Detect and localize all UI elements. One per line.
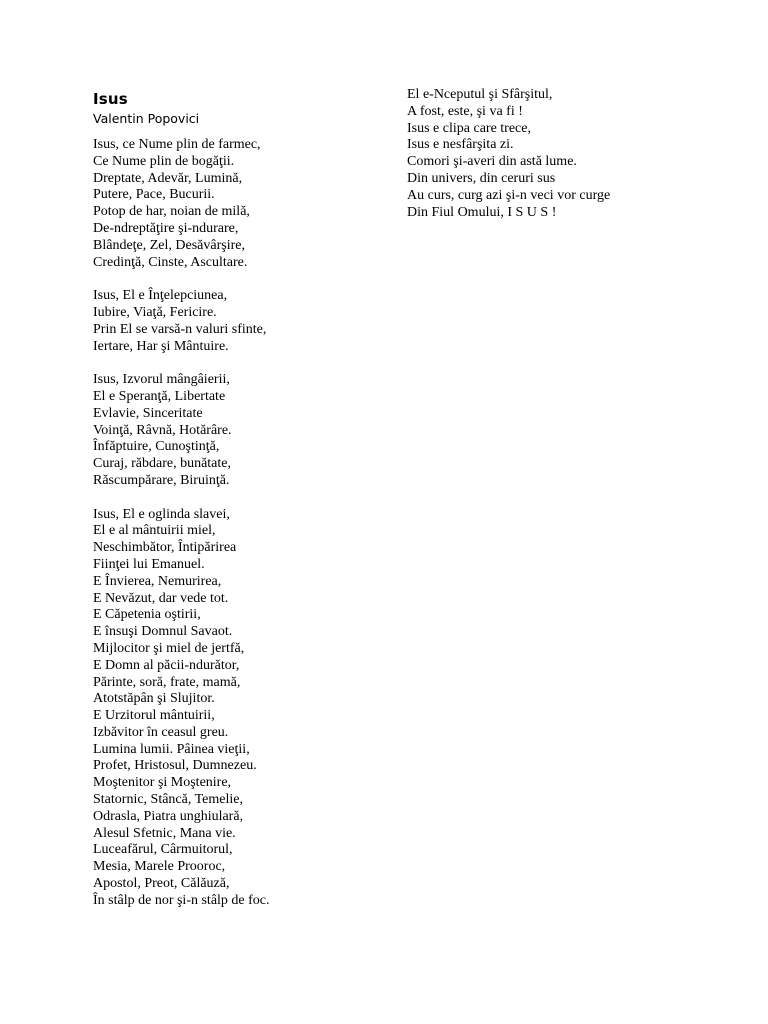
poem-line: Credinţă, Cinste, Ascultare.	[93, 254, 248, 270]
right-stanzas	[407, 87, 727, 221]
poem-line: În stâlp de nor şi-n stâlp de foc.	[93, 892, 270, 908]
poem-line: Isus e nesfârşita zi.	[407, 137, 514, 153]
poem-title: Isus	[93, 90, 128, 108]
left-column	[93, 89, 393, 910]
stanza	[93, 507, 393, 910]
poem-line: Ce Nume plin de bogăţii.	[93, 153, 235, 169]
poem-line: Blândeţe, Zel, Desăvârşire,	[93, 237, 245, 253]
poem-line: Putere, Pace, Bucurii.	[93, 187, 215, 203]
left-stanzas	[93, 137, 393, 910]
poem-line: E Domn al păcii-ndurător,	[93, 657, 240, 673]
poem-line: E însuşi Domnul Savaot.	[93, 624, 233, 640]
poem-line: El e al mântuirii miel,	[93, 523, 216, 539]
poem-line: De-ndreptăţire şi-ndurare,	[93, 220, 239, 236]
poem-line: Evlavie, Sinceritate	[93, 405, 203, 421]
poem-line: Voinţă, Râvnă, Hotărâre.	[93, 422, 232, 438]
poem-line: Curaj, răbdare, bunătate,	[93, 456, 231, 472]
poem-line: Iubire, Viaţă, Fericire.	[93, 304, 217, 320]
stanza	[407, 87, 727, 221]
poem-line: Moştenitor şi Moştenire,	[93, 775, 232, 791]
poem-line: E Învierea, Nemurirea,	[93, 573, 222, 589]
poem-line: Profet, Hristosul, Dumnezeu.	[93, 758, 257, 774]
poem-line: Prin El se varsă-n valuri sfinte,	[93, 321, 267, 337]
poem-line: Răscumpărare, Biruinţă.	[93, 472, 230, 488]
poem-line: Isus, Izvorul mângâierii,	[93, 372, 230, 388]
poem-line: Statornic, Stâncă, Temelie,	[93, 792, 243, 808]
poem-line: Mijlocitor şi miel de jertfă,	[93, 640, 245, 656]
poem-line: Înfăptuire, Cunoştinţă,	[93, 439, 220, 455]
poem-line: El e-Nceputul şi Sfârşitul,	[407, 87, 553, 102]
poem-line: Isus e clipa care trece,	[407, 120, 531, 136]
stanza	[93, 372, 393, 490]
poem-line: Alesul Sfetnic, Mana vie.	[93, 825, 236, 841]
poem-line: Fiinţei lui Emanuel.	[93, 556, 205, 572]
poem-line: Comori şi-averi din astă lume.	[407, 154, 577, 170]
poem-line: E Căpetenia oştirii,	[93, 607, 201, 623]
poem-line: Izbăvitor în ceasul greu.	[93, 724, 229, 740]
poem-line: Isus, El e Înţelepciunea,	[93, 288, 228, 304]
poem-line: Atotstăpân şi Slujitor.	[93, 691, 215, 707]
poem-line: Isus, El e oglinda slavei,	[93, 506, 230, 522]
poem-line: Isus, ce Nume plin de farmec,	[93, 137, 261, 152]
poem-author: Valentin Popovici	[93, 111, 200, 126]
stanza	[93, 288, 393, 355]
poem-line: Iertare, Har şi Mântuire.	[93, 338, 229, 354]
poem-line: Mesia, Marele Prooroc,	[93, 859, 226, 875]
poem-line: E Nevăzut, dar vede tot.	[93, 590, 229, 606]
poem-line: El e Speranţă, Libertate	[93, 388, 226, 404]
poem-line: Luceafărul, Cârmuitorul,	[93, 842, 233, 858]
poem-line: Odrasla, Piatra unghiulară,	[93, 808, 244, 824]
poem-line: Apostol, Preot, Călăuză,	[93, 876, 230, 892]
poem-line: Neschimbător, Întipărirea	[93, 540, 237, 556]
poem-line: A fost, este, şi va fi !	[407, 103, 523, 119]
poem-line: Din Fiul Omului, I S U S !	[407, 204, 557, 220]
stanza	[93, 137, 393, 271]
poem-line: Au curs, curg azi şi-n veci vor curge	[407, 187, 611, 203]
poem-line: Dreptate, Adevăr, Lumină,	[93, 170, 243, 186]
poem-line: Lumina lumii. Pâinea vieţii,	[93, 741, 250, 757]
poem-line: Din univers, din ceruri sus	[407, 170, 556, 186]
poem-line: E Urzitorul mântuirii,	[93, 708, 215, 724]
poem-line: Părinte, soră, frate, mamă,	[93, 674, 241, 690]
poem-line: Potop de har, noian de milă,	[93, 204, 250, 220]
right-column	[407, 87, 727, 221]
